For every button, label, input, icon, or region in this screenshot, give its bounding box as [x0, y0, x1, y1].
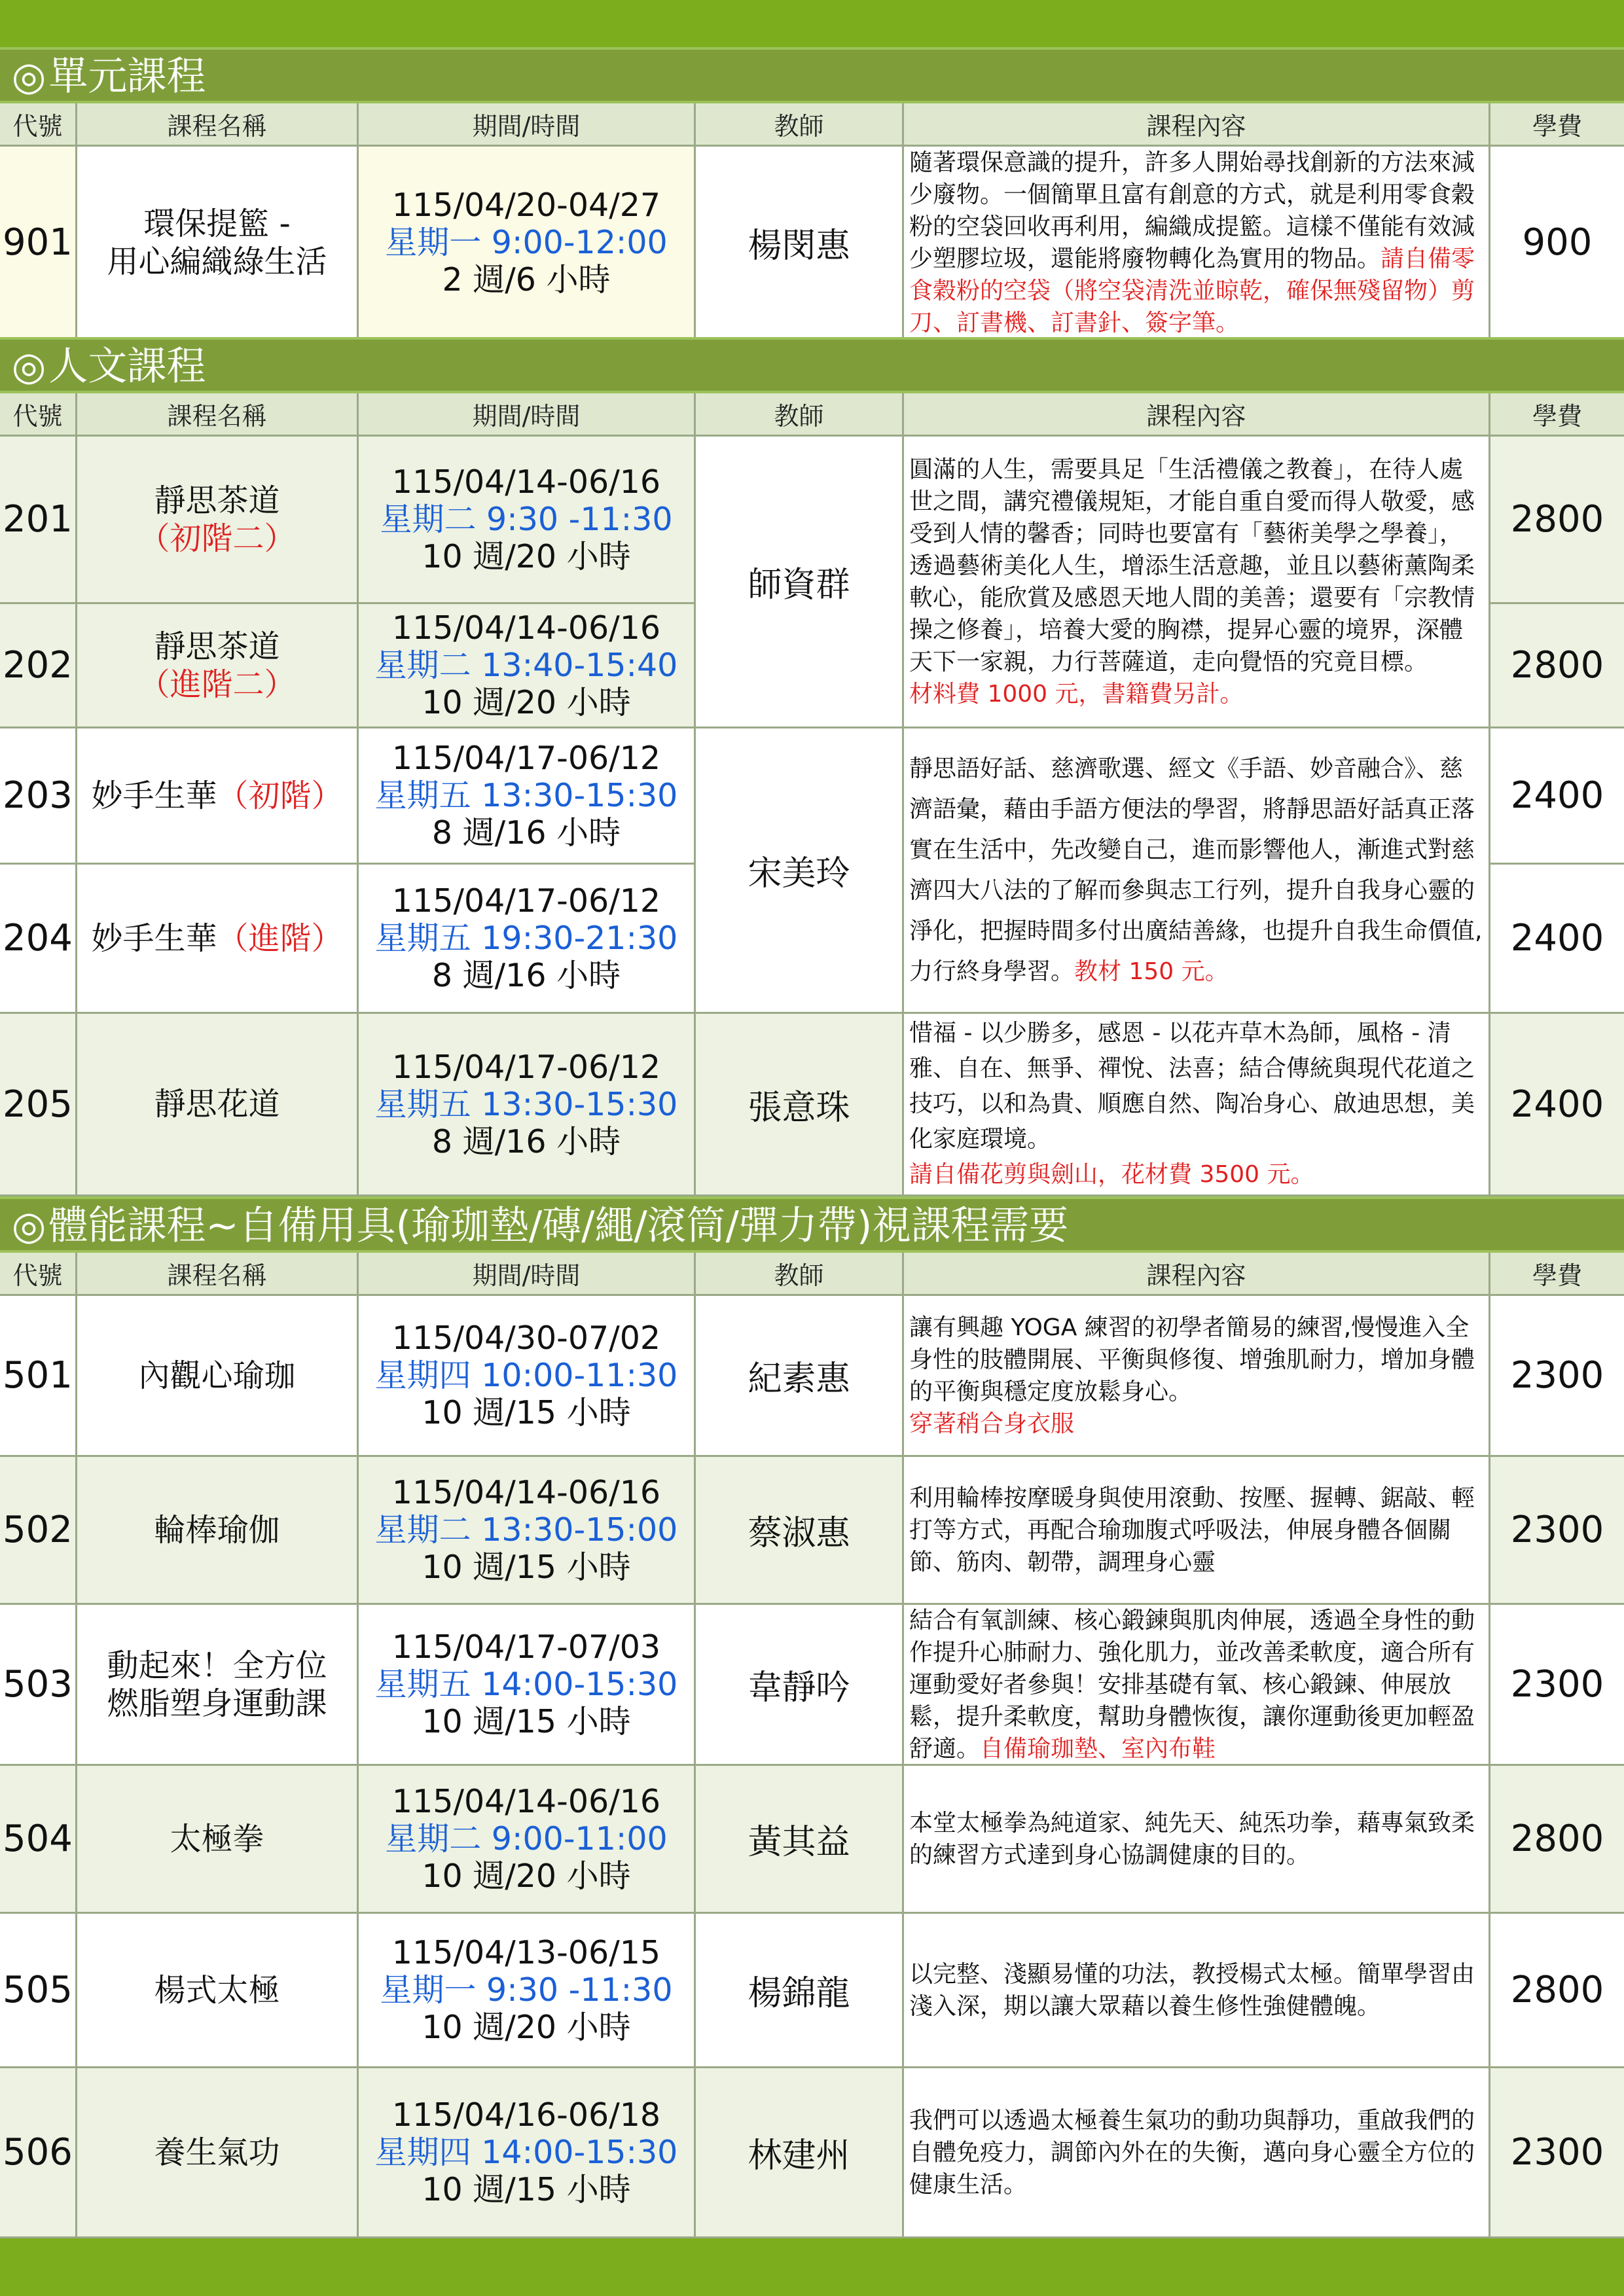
course-schedule: 115/04/17-06/12 星期五 13:30-15:30 8 週/16 小時	[359, 728, 696, 865]
course-content: 以完整、淺顯易懂的功法，教授楊式太極。簡單學習由淺入深，期以讓大眾藉以養生修性強健體魄。	[904, 1914, 1490, 2068]
course-schedule: 115/04/13-06/15 星期一 9:30 -11:30 10 週/20 小時	[359, 1914, 696, 2068]
table-row	[0, 1914, 1624, 2068]
section-title: 單元課程	[48, 54, 206, 99]
table-row	[0, 147, 1624, 340]
course-schedule: 115/04/14-06/16 星期二 13:30-15:00 10 週/15 小時	[359, 1457, 696, 1605]
bottom-banner-bar	[0, 2238, 1624, 2296]
header-time: 期間/時間	[359, 393, 696, 437]
course-code: 504	[0, 1766, 77, 1914]
header-name: 課程名稱	[77, 103, 359, 147]
section-header-unit	[0, 47, 1624, 103]
header-fee: 學費	[1490, 1253, 1624, 1296]
header-content: 課程內容	[904, 1253, 1490, 1296]
table-header-row	[0, 1253, 1624, 1296]
course-code: 205	[0, 1014, 77, 1196]
course-fee: 2400	[1490, 865, 1624, 1014]
table-header-row	[0, 103, 1624, 147]
course-code: 503	[0, 1605, 77, 1766]
course-schedule: 115/04/14-06/16 星期二 13:40-15:40 10 週/20 小時	[359, 604, 696, 728]
course-code: 202	[0, 604, 77, 728]
header-teacher: 教師	[696, 1253, 904, 1296]
course-fee: 2300	[1490, 1605, 1624, 1766]
section-header-fitness	[0, 1196, 1624, 1253]
section-title: 人文課程	[48, 344, 206, 389]
header-content: 課程內容	[904, 393, 1490, 437]
header-time: 期間/時間	[359, 103, 696, 147]
course-content: 我們可以透過太極養生氣功的動功與靜功，重啟我們的自體免疫力，調節內外在的失衡，邁向身心靈全方位的健康生活。	[904, 2068, 1490, 2238]
course-fee: 2800	[1490, 604, 1624, 728]
course-code: 203	[0, 728, 77, 865]
header-time: 期間/時間	[359, 1253, 696, 1296]
header-name: 課程名稱	[77, 393, 359, 437]
course-teacher: 師資群	[696, 437, 904, 728]
course-content: 本堂太極拳為純道家、純先天、純炁功拳，藉專氣致柔的練習方式達到身心協調健康的目的。	[904, 1766, 1490, 1914]
course-fee: 2300	[1490, 2068, 1624, 2238]
table-row	[0, 1457, 1624, 1605]
course-code: 501	[0, 1296, 77, 1457]
table-header-row	[0, 393, 1624, 437]
course-teacher: 楊錦龍	[696, 1914, 904, 2068]
course-schedule: 115/04/17-06/12 星期五 19:30-21:30 8 週/16 小時	[359, 865, 696, 1014]
course-teacher: 韋靜吟	[696, 1605, 904, 1766]
course-fee: 2800	[1490, 437, 1624, 604]
header-teacher: 教師	[696, 103, 904, 147]
table-row	[0, 1014, 1624, 1196]
header-fee: 學費	[1490, 393, 1624, 437]
course-fee: 2300	[1490, 1457, 1624, 1605]
course-schedule: 115/04/16-06/18 星期四 14:00-15:30 10 週/15 小時	[359, 2068, 696, 2238]
course-name: 妙手生華 （初階）	[77, 728, 359, 865]
course-teacher: 蔡淑惠	[696, 1457, 904, 1605]
course-teacher: 楊閔惠	[696, 147, 904, 340]
section-header-humanities	[0, 337, 1624, 393]
bullseye-icon: ◎	[12, 1203, 46, 1249]
course-teacher: 張意珠	[696, 1014, 904, 1196]
course-teacher: 黃其益	[696, 1766, 904, 1914]
table-row	[0, 1605, 1624, 1766]
course-content: 惜福 - 以少勝多，感恩 - 以花卉草木為師，風格 - 清雅、自在、無爭、禪悅、法喜；結合傳統與現代花道之技巧，以和為貴、順應自然、陶冶身心、啟迪思想，美化家庭環境。 請自備花剪與劍山，花材費 3500 元。	[904, 1014, 1490, 1196]
course-teacher: 宋美玲	[696, 728, 904, 1014]
course-schedule: 115/04/14-06/16 星期二 9:00-11:00 10 週/20 小時	[359, 1766, 696, 1914]
bullseye-icon: ◎	[12, 344, 46, 389]
bullseye-icon: ◎	[12, 54, 46, 99]
course-name: 靜思茶道 （初階二）	[77, 437, 359, 604]
course-content: 讓有興趣 YOGA 練習的初學者簡易的練習,慢慢進入全身性的肢體開展、平衡與修復、增強肌耐力，增加身體的平衡與穩定度放鬆身心。 穿著稍合身衣服	[904, 1296, 1490, 1457]
header-code: 代號	[0, 103, 77, 147]
course-schedule: 115/04/20-04/27 星期一 9:00-12:00 2 週/6 小時	[359, 147, 696, 340]
course-code: 204	[0, 865, 77, 1014]
course-schedule: 115/04/30-07/02 星期四 10:00-11:30 10 週/15 小時	[359, 1296, 696, 1457]
course-content: 隨著環保意識的提升，許多人開始尋找創新的方法來減少廢物。一個簡單且富有創意的方式，就是利用零食穀粉的空袋回收再利用，編織成提籃。這樣不僅能有效減少塑膠垃圾，還能將廢物轉化為實用的物品。請自備零食穀粉的空袋（將空袋清洗並晾乾，確保無殘留物）剪刀、訂書機、訂書針、簽字筆。	[904, 147, 1490, 340]
header-name: 課程名稱	[77, 1253, 359, 1296]
header-code: 代號	[0, 393, 77, 437]
course-name: 楊式太極	[77, 1914, 359, 2068]
course-teacher: 林建州	[696, 2068, 904, 2238]
course-schedule: 115/04/17-07/03 星期五 14:00-15:30 10 週/15 小時	[359, 1605, 696, 1766]
table-row	[0, 1766, 1624, 1914]
table-row	[0, 2068, 1624, 2238]
header-fee: 學費	[1490, 103, 1624, 147]
course-code: 502	[0, 1457, 77, 1605]
top-banner-bar	[0, 0, 1624, 47]
course-content: 靜思語好話、慈濟歌選、經文《手語、妙音融合》、慈濟語彙，藉由手語方便法的學習，將靜思語好話真正落實在生活中，先改變自己，進而影響他人，漸進式對慈濟四大八法的了解而參與志工行列，提升自我身心靈的淨化，把握時間多付出廣結善緣，也提升自我生命價值,力行終身學習。教材 150 元。	[904, 728, 1490, 1014]
course-content: 圓滿的人生，需要具足「生活禮儀之教養」，在待人處世之間，講究禮儀規矩，才能自重自愛而得人敬愛，感受到人情的馨香；同時也要富有「藝術美學之學養」，透過藝術美化人生，增添生活意趣，並且以藝術薰陶柔軟心，能欣賞及感恩天地人間的美善；還要有「宗教情操之修養」，培養大愛的胸襟，提昇心靈的境界，深體天下一家親，力行菩薩道，走向覺悟的究竟目標。 材料費 1000 元，書籍費另計。	[904, 437, 1490, 728]
course-name: 內觀心瑜珈	[77, 1296, 359, 1457]
course-name: 靜思花道	[77, 1014, 359, 1196]
course-fee: 2800	[1490, 1766, 1624, 1914]
course-schedule: 115/04/14-06/16 星期二 9:30 -11:30 10 週/20 小時	[359, 437, 696, 604]
course-code: 201	[0, 437, 77, 604]
course-name: 養生氣功	[77, 2068, 359, 2238]
course-name: 太極拳	[77, 1766, 359, 1914]
course-schedule: 115/04/17-06/12 星期五 13:30-15:30 8 週/16 小時	[359, 1014, 696, 1196]
header-code: 代號	[0, 1253, 77, 1296]
course-name: 環保提籃 - 用心編織綠生活	[77, 147, 359, 340]
course-fee: 2400	[1490, 728, 1624, 865]
header-content: 課程內容	[904, 103, 1490, 147]
course-code: 505	[0, 1914, 77, 2068]
course-name: 動起來！全方位 燃脂塑身運動課	[77, 1605, 359, 1766]
course-content: 結合有氧訓練、核心鍛鍊與肌肉伸展，透過全身性的動作提升心肺耐力、強化肌力，並改善柔軟度，適合所有運動愛好者參與！安排基礎有氧、核心鍛鍊、伸展放鬆，提升柔軟度，幫助身體恢復，讓你運動後更加輕盈舒適。自備瑜珈墊、室內布鞋	[904, 1605, 1490, 1766]
course-name: 妙手生華 （進階）	[77, 865, 359, 1014]
course-teacher: 紀素惠	[696, 1296, 904, 1457]
course-name: 輪棒瑜伽	[77, 1457, 359, 1605]
table-row	[0, 1296, 1624, 1457]
course-code: 506	[0, 2068, 77, 2238]
course-fee: 2800	[1490, 1914, 1624, 2068]
course-fee: 900	[1490, 147, 1624, 340]
course-code: 901	[0, 147, 77, 340]
section-title: 體能課程~自備用具(瑜珈墊/磚/繩/滾筒/彈力帶)視課程需要	[48, 1203, 1069, 1249]
course-fee: 2400	[1490, 1014, 1624, 1196]
course-fee: 2300	[1490, 1296, 1624, 1457]
header-teacher: 教師	[696, 393, 904, 437]
course-content: 利用輪棒按摩暖身與使用滾動、按壓、握轉、鋸敲、輕打等方式，再配合瑜珈腹式呼吸法，伸展身體各個關節、筋肉、韌帶，調理身心靈	[904, 1457, 1490, 1605]
course-name: 靜思茶道 （進階二）	[77, 604, 359, 728]
